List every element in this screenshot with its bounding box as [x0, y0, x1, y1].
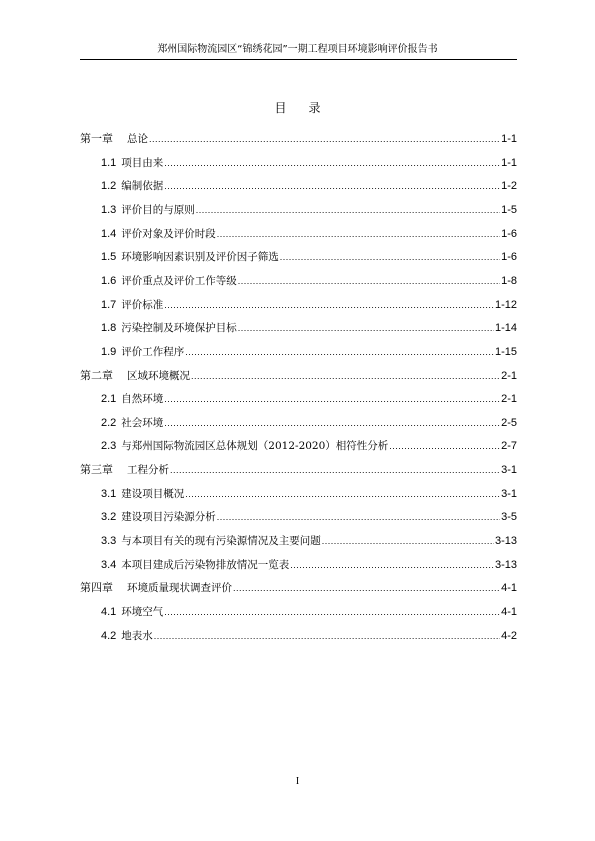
toc-entry-label: 本项目建成后污染物排放情况一览表	[121, 558, 290, 571]
toc-entry-number: 3.3	[101, 535, 117, 547]
toc-entry-label: 环境质量现状调查评价	[127, 582, 232, 595]
toc-dot-leader	[154, 629, 500, 643]
toc-section-entry[interactable]	[101, 179, 517, 193]
toc-dot-leader	[170, 463, 500, 477]
toc-entry-page: 1-12	[494, 298, 517, 311]
toc-entry-page: 1-14	[494, 322, 517, 335]
toc-section-entry[interactable]	[101, 558, 517, 572]
toc-dot-leader	[238, 321, 494, 335]
toc-entry-page: 3-1	[501, 464, 517, 477]
toc-dot-leader	[290, 558, 494, 572]
toc-entry-number: 1.2	[101, 180, 117, 193]
toc-entry-label: 自然环境	[121, 393, 164, 406]
toc-entry-page: 1-1	[501, 156, 517, 169]
toc-entry-label: 与郑州国际物流园区总体规划（2012-2020）相符性分析	[121, 440, 389, 453]
toc-dot-leader	[164, 392, 500, 406]
toc-entry-number: 3.1	[101, 487, 117, 500]
toc-entry-label: 污染控制及环境保护目标	[121, 322, 237, 335]
toc-chapter-entry[interactable]	[80, 581, 517, 595]
toc-entry-page: 3-13	[494, 535, 517, 547]
toc-entry-number: 1.4	[101, 227, 117, 240]
toc-dot-leader	[164, 416, 500, 430]
toc-section-entry[interactable]	[101, 629, 517, 643]
toc-entry-number: 第二章	[80, 368, 113, 382]
toc-entry-label: 建设项目概况	[121, 487, 185, 500]
document-header-title: 郑州国际物流园区“锦绣花园”一期工程项目环境影响评价报告书	[157, 44, 438, 55]
toc-dot-leader	[164, 156, 500, 170]
toc-entry-number: 1.1	[101, 156, 117, 169]
toc-dot-leader	[217, 227, 500, 241]
toc-chapter-entry[interactable]	[80, 132, 517, 146]
toc-entry-number: 3.2	[101, 511, 117, 524]
toc-entry-number: 2.1	[101, 393, 117, 406]
toc-section-entry[interactable]	[101, 321, 517, 335]
toc-entry-label: 评价目的与原则	[121, 203, 195, 216]
toc-entry-label: 编制依据	[121, 180, 164, 193]
toc-entry-number: 第四章	[80, 581, 113, 595]
toc-section-entry[interactable]	[101, 416, 517, 430]
toc-dot-leader	[191, 369, 500, 383]
toc-entry-number: 1.6	[101, 274, 117, 287]
toc-section-entry[interactable]	[101, 439, 517, 453]
toc-entry-page: 2-5	[501, 416, 517, 429]
toc-section-entry[interactable]	[101, 274, 517, 288]
page-number: I	[295, 776, 300, 787]
toc-entry-number: 1.9	[101, 345, 117, 358]
toc-title: 目录	[274, 101, 343, 115]
toc-dot-leader	[185, 345, 494, 359]
toc-dot-leader	[185, 487, 500, 501]
toc-entry-label: 评价工作程序	[121, 345, 185, 358]
toc-section-entry[interactable]	[101, 298, 517, 312]
toc-entry-number: 第一章	[80, 132, 113, 145]
toc-entry-label: 建设项目污染源分析	[121, 511, 216, 524]
toc-dot-leader	[164, 298, 494, 312]
toc-entry-page: 1-15	[494, 345, 517, 358]
toc-entry-number: 1.5	[101, 251, 117, 264]
toc-entry-page: 1-1	[501, 133, 517, 145]
toc-dot-leader	[280, 250, 500, 264]
toc-entry-page: 1-6	[501, 251, 517, 264]
toc-section-entry[interactable]	[101, 345, 517, 359]
toc-chapter-entry[interactable]	[80, 463, 517, 477]
toc-entry-label: 与本项目有关的现有污染源情况及主要问题	[121, 535, 321, 547]
toc-dot-leader	[164, 605, 500, 619]
toc-entry-number: 第三章	[80, 463, 113, 477]
toc-entry-label: 环境空气	[121, 606, 164, 618]
toc-entry-label: 评价重点及评价工作等级	[121, 274, 237, 287]
toc-dot-leader	[322, 534, 494, 548]
toc-entry-label: 项目由来	[121, 156, 164, 169]
toc-section-entry[interactable]	[101, 392, 517, 406]
toc-entry-label: 评价对象及评价时段	[121, 227, 216, 240]
toc-entry-page: 3-1	[501, 487, 517, 500]
toc-dot-leader	[149, 132, 500, 146]
toc-entry-label: 社会环境	[121, 416, 164, 429]
toc-entry-page: 3-13	[494, 558, 517, 571]
toc-dot-leader	[238, 274, 500, 288]
toc-entry-label: 工程分析	[127, 464, 169, 477]
toc-section-entry[interactable]	[101, 487, 517, 501]
toc-entry-page: 4-2	[501, 629, 517, 642]
toc-dot-leader	[389, 439, 500, 453]
toc-section-entry[interactable]	[101, 250, 517, 264]
toc-entry-page: 2-7	[501, 440, 517, 453]
toc-entry-page: 1-8	[501, 274, 517, 287]
toc-entry-label: 评价标准	[121, 298, 164, 311]
toc-section-entry[interactable]	[101, 227, 517, 241]
toc-entry-number: 4.1	[101, 606, 117, 618]
toc-entry-number: 1.3	[101, 203, 117, 216]
toc-section-entry[interactable]	[101, 156, 517, 170]
toc-dot-leader	[233, 581, 500, 595]
toc-entry-label: 地表水	[121, 629, 153, 642]
toc-entry-label: 环境影响因素识别及评价因子筛选	[121, 251, 279, 264]
toc-dot-leader	[217, 510, 500, 524]
toc-entry-number: 4.2	[101, 629, 117, 642]
toc-entry-page: 3-5	[501, 511, 517, 524]
toc-entry-page: 1-6	[501, 227, 517, 240]
toc-entry-number: 3.4	[101, 558, 117, 571]
toc-entry-page: 1-2	[501, 180, 517, 193]
toc-dot-leader	[164, 179, 500, 193]
toc-entry-label: 总论	[127, 133, 148, 145]
toc-entry-page: 2-1	[501, 369, 517, 382]
toc-entry-number: 2.2	[101, 416, 117, 429]
toc-entry-page: 2-1	[501, 393, 517, 406]
toc-entry-number: 1.7	[101, 298, 117, 311]
toc-entry-page: 1-5	[501, 203, 517, 216]
toc-entry-page: 4-1	[501, 582, 517, 595]
toc-chapter-entry[interactable]	[80, 369, 517, 383]
toc-section-entry[interactable]	[101, 605, 517, 619]
toc-entry-page: 4-1	[501, 606, 517, 618]
toc-entry-number: 2.3	[101, 440, 117, 453]
toc-dot-leader	[196, 203, 500, 217]
toc-entry-label: 区域环境概况	[127, 369, 190, 382]
toc-section-entry[interactable]	[101, 203, 517, 217]
toc-entry-number: 1.8	[101, 322, 117, 335]
toc-section-entry[interactable]	[101, 534, 517, 548]
toc-section-entry[interactable]	[101, 510, 517, 524]
